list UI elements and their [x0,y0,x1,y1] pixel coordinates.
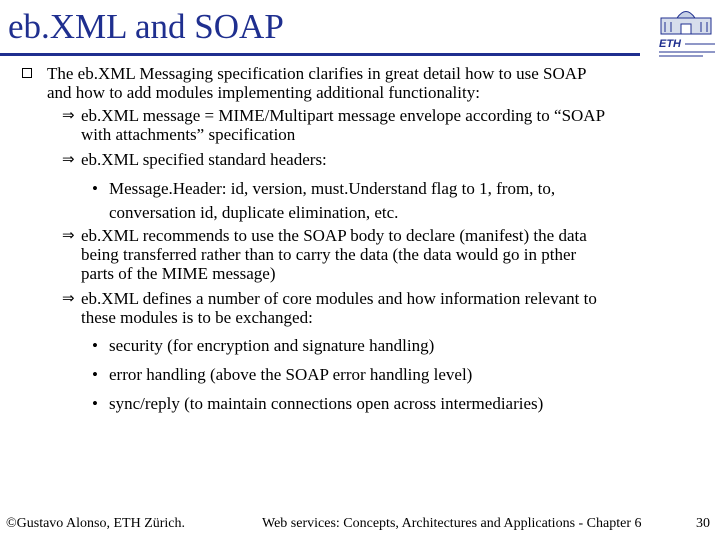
dot-icon: • [92,336,98,355]
dot-icon: • [92,365,98,384]
point-4-line-2: these modules is to be exchanged: [81,308,313,327]
eth-logo [655,2,717,60]
module-sync-reply: sync/reply (to maintain connections open across intermediaries) [109,394,544,413]
module-error-handling: error handling (above the SOAP error handling level) [109,365,473,384]
dot-icon: • [92,179,98,198]
hollow-square-icon [22,68,32,78]
headers-line-2: conversation id, duplicate elimination, etc. [109,203,399,222]
slide-title: eb.XML and SOAP [8,7,284,46]
point-2-line-1: eb.XML specified standard headers: [81,150,327,169]
point-3-line-2: being transferred rather than to carry the data (the data would go in pther [81,245,577,264]
point-4-line-1: eb.XML defines a number of core modules and how information relevant to [81,289,597,308]
point-1-line-2: with attachments” specification [81,125,296,144]
intro-line-1: The eb.XML Messaging specification clarifies in great detail how to use SOAP [47,64,587,83]
logo-text: ETH [659,38,681,50]
module-security: security (for encryption and signature handling) [109,336,435,355]
intro-line-2: and how to add modules implementing additional functionality: [47,83,480,102]
footer-author: ©Gustavo Alonso, ETH Zürich. [6,516,186,531]
footer-course: Web services: Concepts, Architectures and Applications - Chapter 6 [262,516,642,531]
title-underline [0,53,640,56]
point-3-line-3: parts of the MIME message) [81,264,276,283]
arrow-icon: ⇒ [62,226,75,244]
point-1-line-1: eb.XML message = MIME/Multipart message envelope according to “SOAP [81,106,606,125]
page-number: 30 [696,516,710,531]
arrow-icon: ⇒ [62,106,75,124]
point-3-line-1: eb.XML recommends to use the SOAP body to declare (manifest) the data [81,226,587,245]
arrow-icon: ⇒ [62,150,75,168]
headers-line-1: Message.Header: id, version, must.Understand flag to 1, from, to, [109,179,556,198]
dot-icon: • [92,394,98,413]
arrow-icon: ⇒ [62,289,75,307]
